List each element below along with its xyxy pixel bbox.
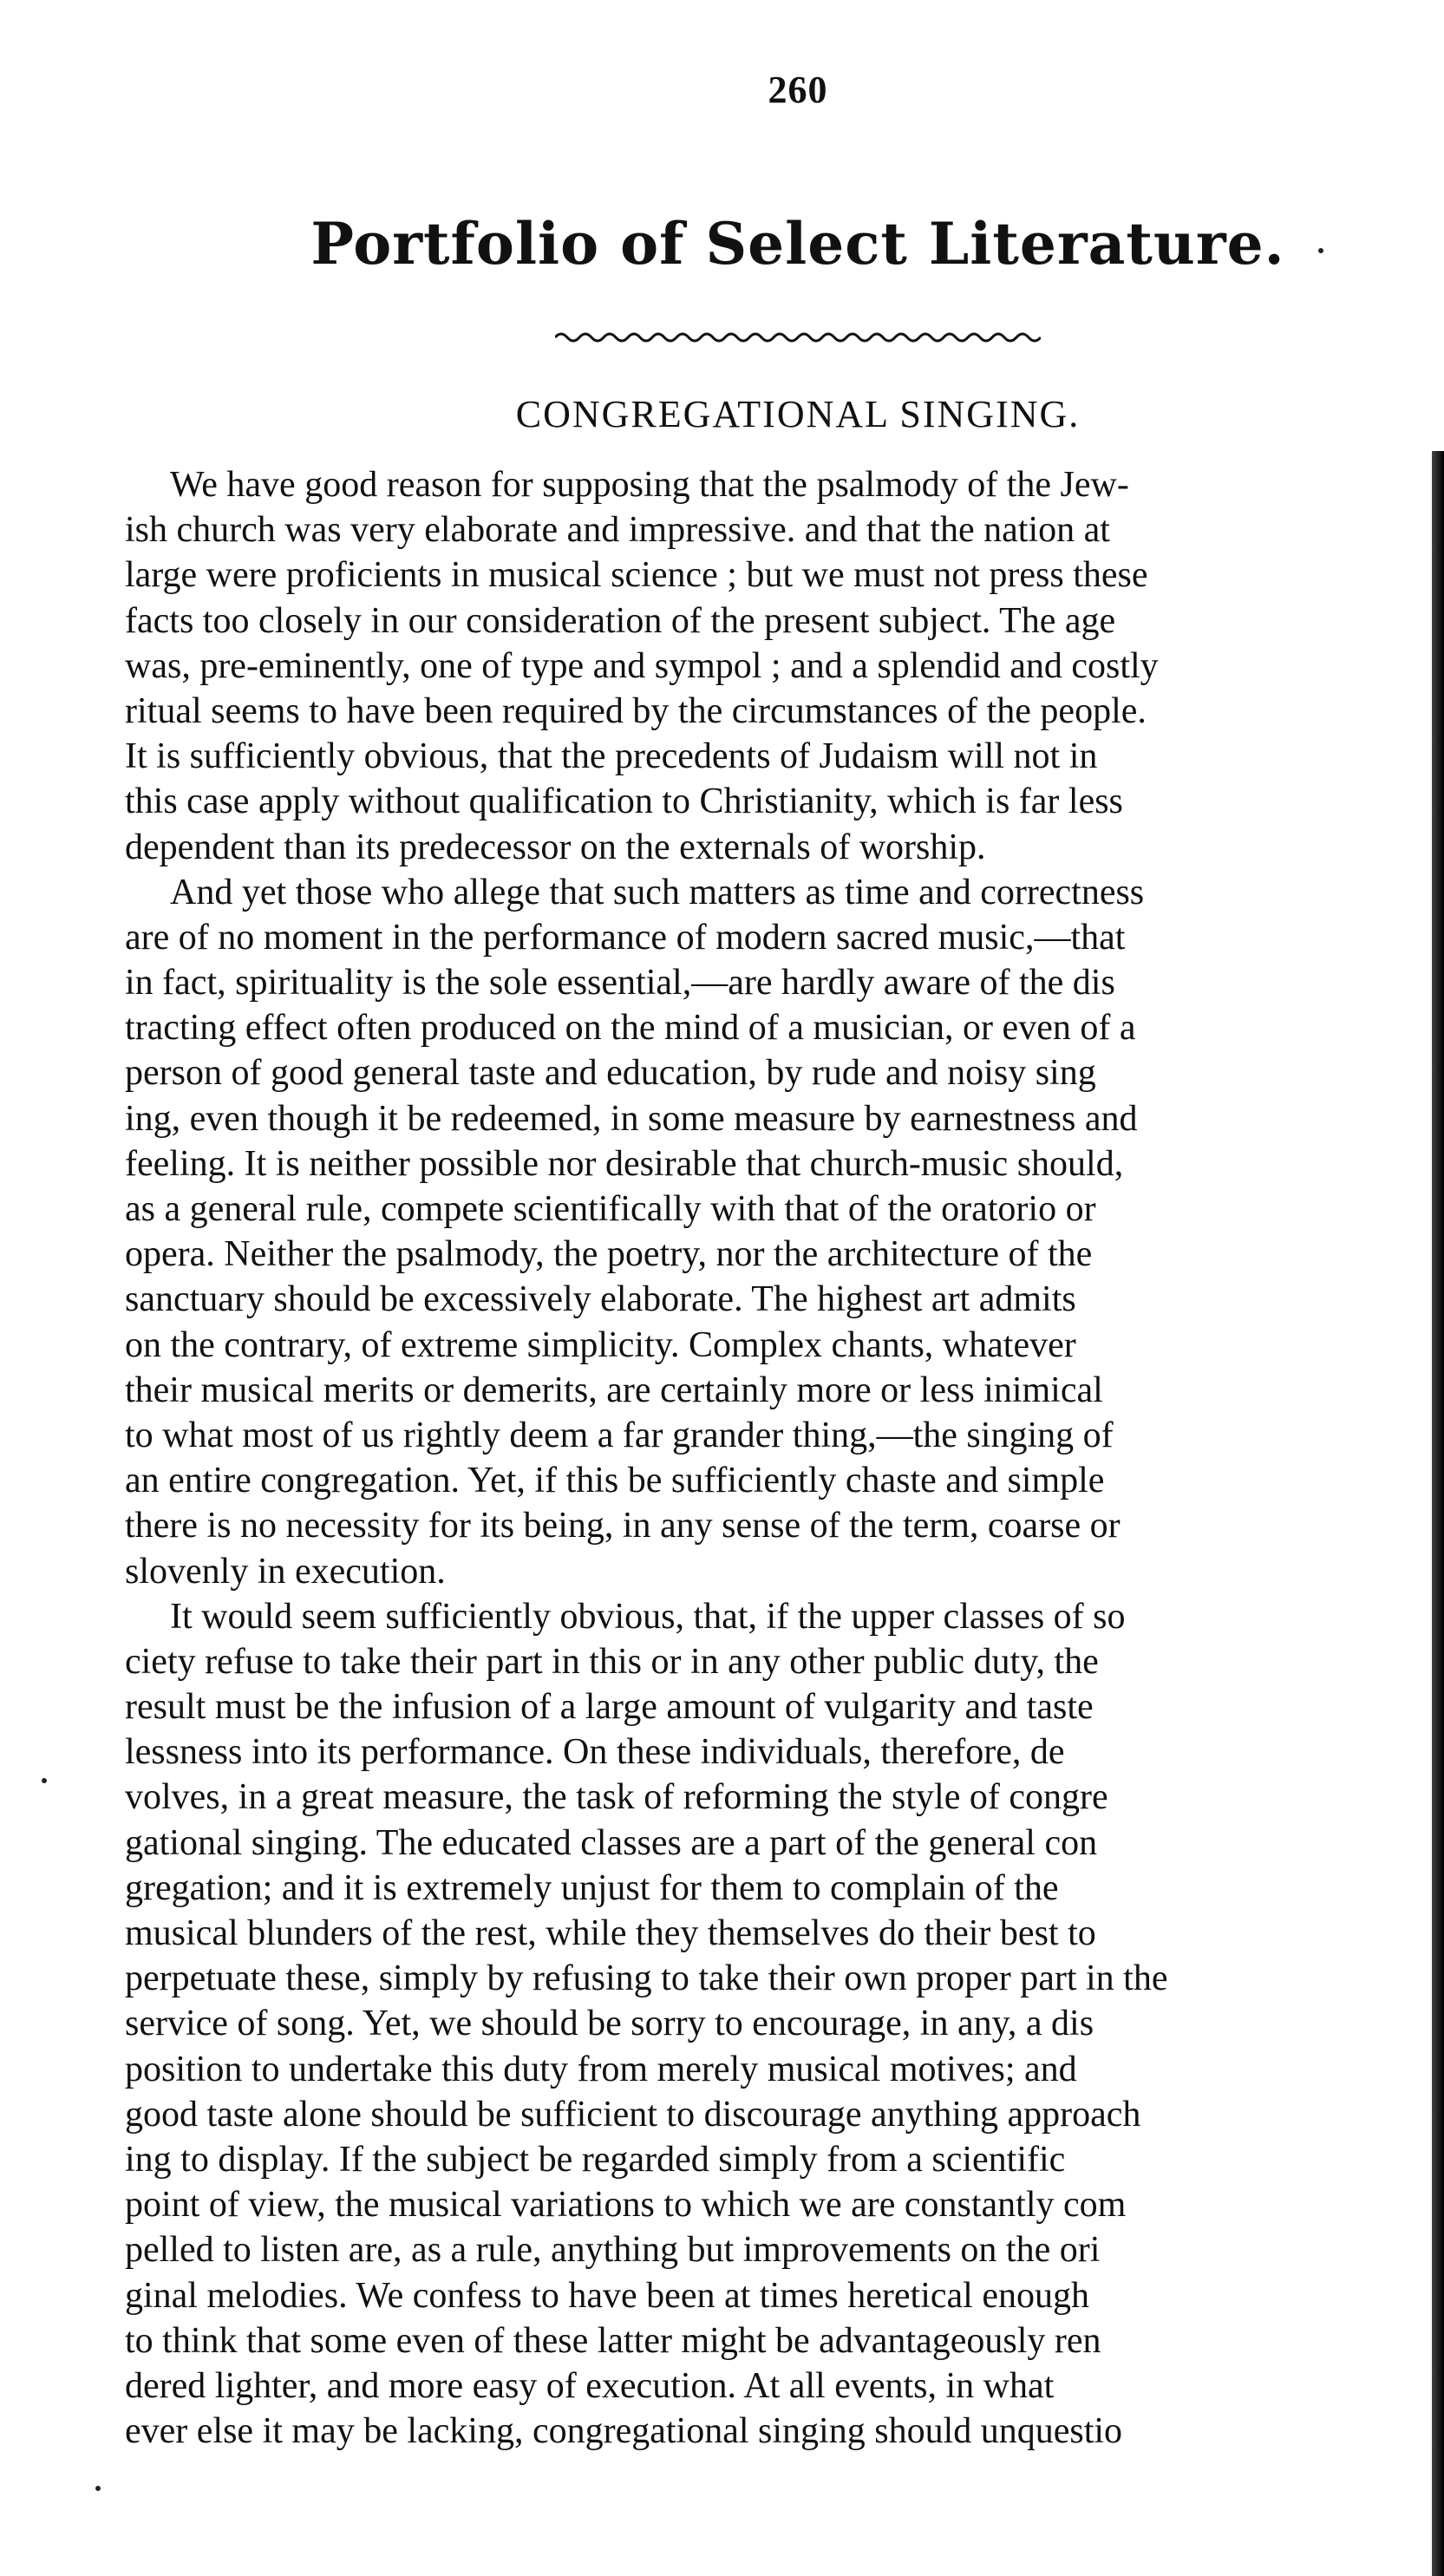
text-line: position to undertake this duty from merely musical motives; and bbox=[125, 2049, 1077, 2089]
text-line: facts too closely in our consideration of the present subject. The age bbox=[125, 600, 1116, 641]
article-body bbox=[125, 462, 1440, 2454]
text-line: ing, even though it be redeemed, in some measure by earnestness and bbox=[125, 1098, 1138, 1139]
text-line: good taste alone should be sufficient to discourage anything approach bbox=[125, 2094, 1141, 2135]
text-line: We have good reason for supposing that the psalmody of the Jew- bbox=[170, 465, 1129, 505]
paper-speck bbox=[1318, 248, 1323, 253]
text-line: ing to display. If the subject be regarded simply from a scientific bbox=[125, 2139, 1066, 2180]
text-line: ginal melodies. We confess to have been at times heretical enough bbox=[125, 2275, 1089, 2316]
text-line: ciety refuse to take their part in this or in any other public duty, the bbox=[125, 1641, 1099, 1682]
text-line: And yet those who allege that such matters as time and correctness bbox=[170, 872, 1145, 912]
text-line: sanctuary should be excessively elaborate. The highest art admits bbox=[125, 1279, 1076, 1320]
page-number: 260 bbox=[768, 69, 828, 111]
text-line: It is sufficiently obvious, that the precedents of Judaism will not in bbox=[125, 736, 1098, 777]
decorative-wavy-rule bbox=[555, 328, 1041, 347]
text-line: volves, in a great measure, the task of reforming the style of congre bbox=[125, 1777, 1108, 1818]
text-line: there is no necessity for its being, in any sense of the term, coarse or bbox=[125, 1506, 1121, 1546]
text-line: dependent than its predecessor on the externals of worship. bbox=[125, 827, 986, 867]
text-line: are of no moment in the performance of modern sacred music,—that bbox=[125, 917, 1126, 958]
text-line: dered lighter, and more easy of execution. At all events, in what bbox=[125, 2365, 1055, 2406]
text-line: ish church was very elaborate and impressive. and that the nation at bbox=[125, 510, 1110, 551]
article-title: CONGREGATIONAL SINGING. bbox=[515, 393, 1081, 435]
text-line: to what most of us rightly deem a far grander thing,—the singing of bbox=[125, 1415, 1114, 1455]
text-line: this case apply without qualification to Christianity, which is far less bbox=[125, 781, 1123, 822]
text-line: service of song. Yet, we should be sorry to encourage, in any, a dis bbox=[125, 2004, 1094, 2044]
text-line: person of good general taste and education, by rude and noisy sing bbox=[125, 1053, 1096, 1094]
text-line: in fact, spirituality is the sole essential,—are hardly aware of the dis bbox=[125, 963, 1115, 1004]
text-line: gational singing. The educated classes are a part of the general con bbox=[125, 1822, 1098, 1863]
text-line: perpetuate these, simply by refusing to take their own proper part in the bbox=[125, 1958, 1168, 1999]
page-edge-shadow bbox=[1432, 451, 1444, 2576]
text-line: slovenly in execution. bbox=[125, 1551, 446, 1592]
text-line: opera. Neither the psalmody, the poetry, nor the architecture of the bbox=[125, 1234, 1093, 1275]
text-line: It would seem sufficiently obvious, that, if the upper classes of so bbox=[170, 1596, 1126, 1637]
text-line: large were proficients in musical science ; but we must not press these bbox=[125, 555, 1148, 596]
paper-speck bbox=[95, 2486, 101, 2491]
text-line: their musical merits or demerits, are certainly more or less inimical bbox=[125, 1370, 1103, 1410]
text-line: an entire congregation. Yet, if this be sufficiently chaste and simple bbox=[125, 1461, 1105, 1501]
text-line: ever else it may be lacking, congregational singing should unquestio bbox=[125, 2411, 1123, 2452]
text-line: to think that some even of these latter might be advantageously ren bbox=[125, 2320, 1101, 2361]
text-line: gregation; and it is extremely unjust for them to complain of the bbox=[125, 1867, 1059, 1908]
text-line: feeling. It is neither possible nor desirable that church-music should, bbox=[125, 1143, 1124, 1184]
section-title: Portfolio of Select Literature. bbox=[310, 210, 1285, 278]
text-line: was, pre-eminently, one of type and sympol ; and a splendid and costly bbox=[125, 645, 1159, 686]
text-line: result must be the infusion of a large amount of vulgarity and taste bbox=[125, 1687, 1094, 1728]
text-line: lessness into its performance. On these individuals, therefore, de bbox=[125, 1732, 1065, 1773]
text-line: ritual seems to have been required by the circumstances of the people. bbox=[125, 690, 1147, 731]
text-line: point of view, the musical variations to which we are constantly com bbox=[125, 2185, 1127, 2226]
text-line: pelled to listen are, as a rule, anything but improvements on the ori bbox=[125, 2230, 1101, 2271]
text-line: musical blunders of the rest, while they themselves do their best to bbox=[125, 1913, 1096, 1953]
text-line: as a general rule, compete scientifically with that of the oratorio or bbox=[125, 1189, 1096, 1229]
text-line: tracting effect often produced on the mind of a musician, or even of a bbox=[125, 1008, 1136, 1049]
paper-speck bbox=[42, 1778, 47, 1783]
text-line: on the contrary, of extreme simplicity. Complex chants, whatever bbox=[125, 1324, 1076, 1365]
